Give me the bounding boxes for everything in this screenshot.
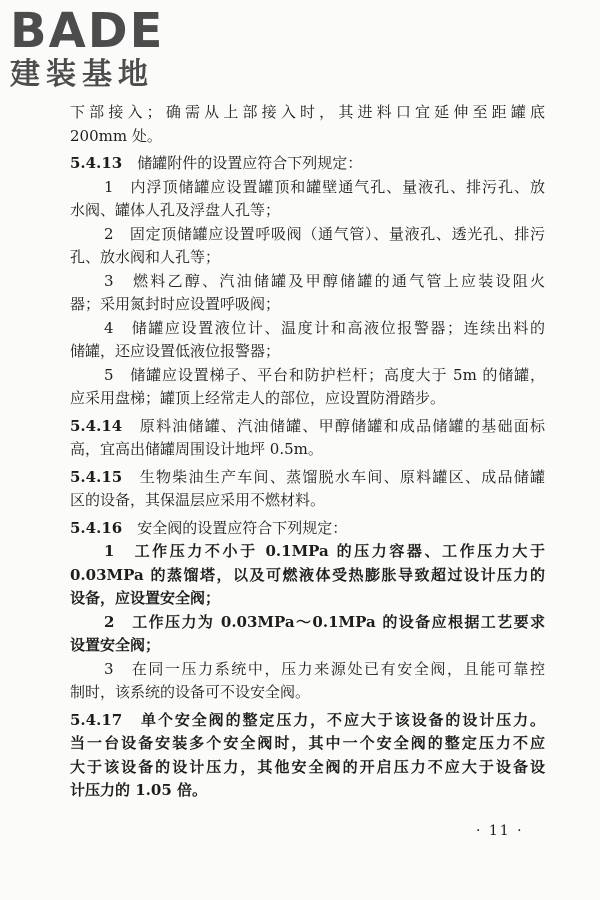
text-line	[70, 756, 545, 780]
clause-number: 5.4.15	[70, 467, 123, 486]
text-line	[70, 634, 545, 658]
line-text: 当一台设备安装多个安全阀时，其中一个安全阀的整定压力不应	[70, 734, 545, 752]
line-text: 安全阀的设置应符合下列规定：	[137, 518, 348, 537]
clause-number: 5.4.14	[70, 416, 123, 435]
text-line	[70, 293, 545, 317]
line-text: 孔、放水阀和人孔等；	[70, 248, 221, 266]
line-text: 3 燃料乙醇、汽油储罐及甲醇储罐的通气管上应装设阻火	[104, 271, 545, 290]
line-text: 区的设备，其保温层应采用不燃材料。	[70, 491, 326, 509]
line-text: 储罐附件的设置应符合下列规定：	[137, 154, 363, 172]
line-text: 200mm 处。	[70, 126, 162, 145]
clause-heading-line	[70, 709, 545, 733]
text-line	[70, 489, 545, 513]
clause-number: 5.4.13	[70, 154, 123, 172]
line-text: 下部接入；确需从上部接入时，其进料口宜延伸至距罐底	[70, 103, 545, 121]
line-text: 计压力的 1.05 倍。	[70, 781, 207, 799]
document-body	[70, 101, 545, 803]
text-line	[70, 658, 545, 682]
text-line	[70, 364, 545, 388]
line-text: 1 工作压力不小于 0.1MPa 的压力容器、工作压力大于	[104, 542, 545, 560]
text-line	[70, 340, 545, 364]
clause-number: 5.4.17	[70, 710, 123, 729]
text-line	[70, 176, 545, 200]
text-line	[70, 438, 545, 462]
text-line	[70, 199, 545, 223]
text-line	[70, 270, 545, 294]
clause-number: 5.4.16	[70, 518, 123, 537]
line-text: 0.03MPa 的蒸馏塔，以及可燃液体受热膨胀导致超过设计压力的	[70, 565, 545, 584]
page-number: · 11 ·	[476, 823, 524, 839]
clause-heading-line	[70, 517, 545, 541]
text-line	[70, 779, 545, 803]
line-text: 生物柴油生产车间、蒸馏脱水车间、原料罐区、成品储罐	[139, 467, 545, 486]
line-text: 高，宜高出储罐周围设计地坪 0.5m。	[70, 440, 323, 458]
clause-heading-line	[70, 415, 545, 439]
line-text: 大于该设备的设计压力，其他安全阀的开启压力不应大于设备设	[70, 757, 545, 776]
clause-heading-line	[70, 466, 545, 490]
text-line	[70, 540, 545, 564]
line-text: 4 储罐应设置液位计、温度计和高液位报警器；连续出料的	[104, 318, 545, 337]
text-line	[70, 246, 545, 270]
logo-subtitle: 建装基地	[10, 57, 154, 92]
text-line	[70, 223, 545, 247]
line-text: 1 内浮顶储罐应设置罐顶和罐壁通气孔、量液孔、排污孔、放	[104, 177, 545, 196]
line-text: 储罐，还应设置低液位报警器；	[70, 342, 281, 360]
line-text: 设置安全阀；	[70, 636, 161, 654]
text-line	[70, 317, 545, 341]
clause-heading-line	[70, 152, 545, 176]
line-text: 2 固定顶储罐应设置呼吸阀（通气管）、量液孔、透光孔、排污	[104, 224, 545, 243]
line-text: 3 在同一压力系统中，压力来源处已有安全阀，且能可靠控	[104, 659, 545, 678]
logo-brand-text: BADE	[10, 3, 165, 59]
line-text: 水阀、罐体人孔及浮盘人孔等；	[70, 201, 281, 219]
line-text: 器；采用氮封时应设置呼吸阀；	[70, 295, 281, 313]
text-line	[70, 611, 545, 635]
text-line	[70, 732, 545, 756]
line-text: 设备，应设置安全阀；	[70, 589, 221, 607]
line-text: 制时，该系统的设备可不设安全阀。	[70, 683, 311, 701]
text-line	[70, 587, 545, 611]
text-line	[70, 564, 545, 588]
brand-logo	[10, 3, 165, 92]
text-line	[70, 387, 545, 411]
text-line	[70, 125, 545, 149]
line-text: 原料油储罐、汽油储罐、甲醇储罐和成品储罐的基础面标	[139, 416, 545, 435]
text-line	[70, 101, 545, 125]
line-text: 2 工作压力为 0.03MPa～0.1MPa 的设备应根据工艺要求	[104, 612, 545, 631]
line-text: 单个安全阀的整定压力，不应大于该设备的设计压力。	[141, 710, 545, 729]
line-text: 5 储罐应设置梯子、平台和防护栏杆；高度大于 5m 的储罐，	[104, 365, 545, 384]
line-text: 应采用盘梯；罐顶上经常走人的部位，应设置防滑踏步。	[70, 389, 446, 407]
text-line	[70, 681, 545, 705]
